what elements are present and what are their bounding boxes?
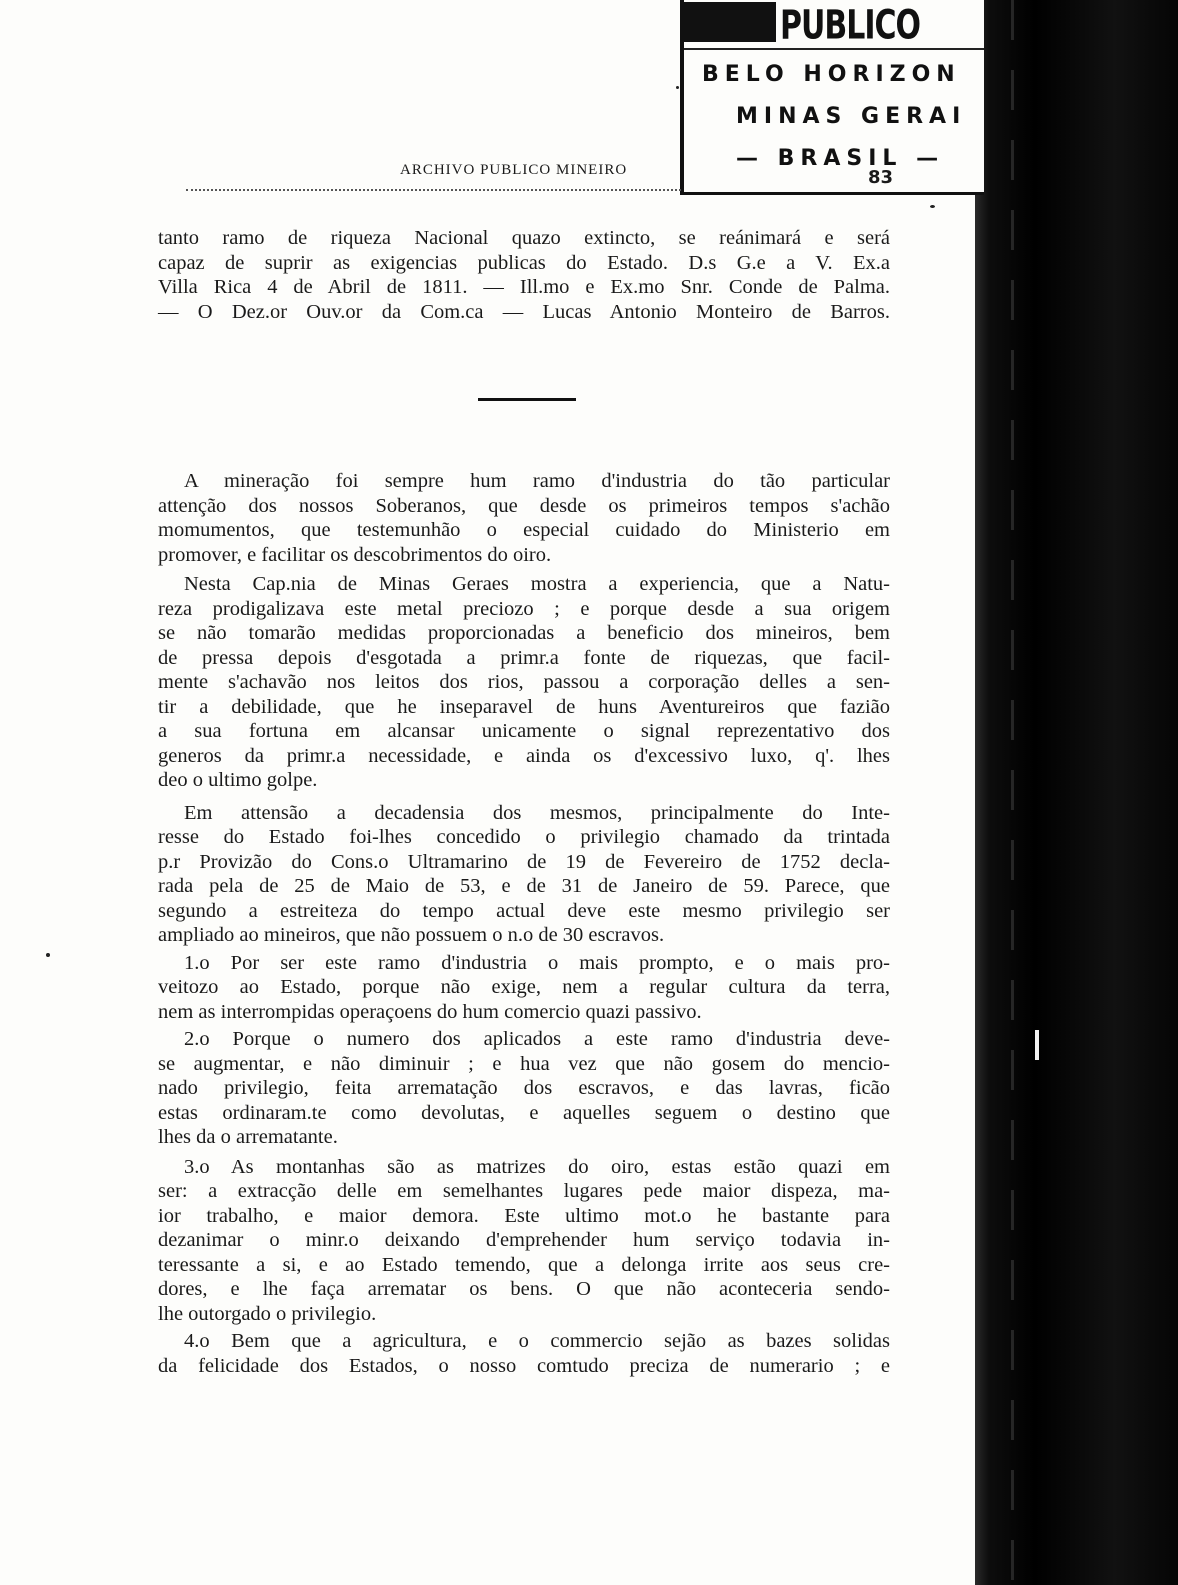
scan-edge-strip bbox=[975, 0, 1178, 1585]
text-line: veitozo ao Estado, porque não exige, nem a regular cultura da terra, bbox=[158, 976, 890, 998]
text-line: de pressa depois d'esgotada a primr.a fonte de riquezas, que facil- bbox=[158, 646, 890, 669]
text-line: attenção dos nossos Soberanos, que desde os primeiros tempos s'achão bbox=[158, 494, 890, 517]
text-line: nado privilegio, feita arrematação dos escravos, e das lavras, ficão bbox=[158, 1077, 890, 1099]
text-line: promover, e facilitar os descobrimentos do oiro. bbox=[158, 543, 552, 566]
stamp-top-band bbox=[684, 0, 984, 50]
text-line: rada pela de 25 de Maio de 53, e de 31 de Janeiro de 59. Parece, que bbox=[158, 875, 890, 897]
scan-speck bbox=[930, 205, 935, 208]
text-line: A mineração foi sempre hum ramo d'industria do tão particular bbox=[184, 470, 890, 492]
paragraph bbox=[158, 1027, 890, 1150]
text-line: Em attensão a decadensia dos mesmos, principalmente do Inte- bbox=[184, 801, 890, 824]
text-line: generos da primr.a necessidade, e ainda os d'excessivo luxo, q'. lhes bbox=[158, 744, 890, 767]
memorial-text bbox=[158, 469, 890, 1378]
text-line: dores, e lhe faça arrematar os bens. O que não aconteceria sendo- bbox=[158, 1278, 890, 1300]
paragraph bbox=[158, 1155, 890, 1327]
text-line: p.r Provizão do Cons.o Ultramarino de 19 de Fevereiro de 1752 decla- bbox=[158, 850, 890, 873]
paragraph bbox=[158, 801, 890, 948]
text-line: 1.o Por ser este ramo d'industria o mais prompto, e o mais pro- bbox=[184, 951, 890, 974]
text-line: reza prodigalizava este metal preciozo ; e porque desde a sua origem bbox=[158, 597, 890, 620]
running-head: ARCHIVO PUBLICO MINEIRO bbox=[400, 162, 628, 178]
stamp-line-city: BELO HORIZON bbox=[702, 62, 961, 87]
text-line: ampliado ao mineiros, que não possuem o n.o de 30 escravos. bbox=[158, 924, 665, 946]
paragraph bbox=[158, 1329, 890, 1378]
text-line: ser: a extracção delle em semelhantes lugares pede maior dispeza, ma- bbox=[158, 1180, 890, 1202]
text-line: dezanimar o minr.o deixando d'emprehender hum serviço todavia in- bbox=[158, 1229, 890, 1251]
text-line: Nesta Cap.nia de Minas Geraes mostra a experiencia, que a Natu- bbox=[184, 573, 890, 595]
section-divider bbox=[478, 398, 576, 401]
scan-speck bbox=[676, 86, 679, 89]
text-line: tir a debilidade, que he inseparavel de huns Aventureiros que fazião bbox=[158, 695, 890, 718]
paragraph bbox=[158, 469, 890, 567]
text-line: 4.o Bem que a agricultura, e o commercio sejão as bazes solidas bbox=[184, 1330, 890, 1352]
text-line: da felicidade dos Estados, o nosso comtudo preciza de numerario ; e bbox=[158, 1354, 890, 1377]
paragraph bbox=[158, 572, 890, 793]
text-line: lhes da o arrematante. bbox=[158, 1126, 338, 1148]
text-line: mente s'achavão nos leitos dos rios, passou a corporação delles a sen- bbox=[158, 671, 890, 693]
text-line: lhe outorgado o privilegio. bbox=[158, 1302, 377, 1325]
closing-paragraph bbox=[158, 226, 890, 324]
scan-speck bbox=[46, 953, 50, 957]
text-line: ior trabalho, e maior demora. Este ultimo mot.o he bastante para bbox=[158, 1204, 890, 1227]
text-line: 3.o As montanhas são as matrizes do oiro, estas estão quazi em bbox=[184, 1155, 890, 1178]
text-line: — O Dez.or Ouv.or da Com.ca — Lucas Antonio Monteiro de Barros. bbox=[158, 300, 890, 323]
text-line: momumentos, que testemunhão o especial cuidado do Ministerio em bbox=[158, 519, 890, 541]
text-line: se augmentar, e não diminuir ; e hua vez que não gosem do mencio- bbox=[158, 1052, 890, 1075]
text-line: nem as interrompidas operaçoens do hum comercio quazi passivo. bbox=[158, 1000, 702, 1023]
text-line: teressante a si, e ao Estado temendo, que a delonga irrite aos seus cre- bbox=[158, 1253, 890, 1276]
text-line: estas ordinaram.te como devolutas, e aquelles seguem o destino que bbox=[158, 1101, 890, 1124]
stamp-line-country: — BRASIL — bbox=[736, 146, 945, 171]
text-line: Villa Rica 4 de Abril de 1811. — Ill.mo e Ex.mo Snr. Conde de Palma. bbox=[158, 276, 890, 298]
text-line: capaz de suprir as exigencias publicas do Estado. D.s G.e a V. Ex.a bbox=[158, 251, 890, 274]
text-line: tanto ramo de riqueza Nacional quazo extincto, se reánimará e será bbox=[158, 227, 890, 249]
text-line: resse do Estado foi-lhes concedido o privilegio chamado da trintada bbox=[158, 826, 890, 848]
header-rule bbox=[186, 189, 681, 191]
paragraph bbox=[158, 951, 890, 1025]
text-line: a sua fortuna em alcansar unicamente o signal reprezentativo dos bbox=[158, 720, 890, 742]
text-line: se não tomarão medidas proporcionadas a beneficio dos mineiros, bem bbox=[158, 622, 890, 644]
text-line: 2.o Porque o numero dos aplicados a este ramo d'industria deve- bbox=[184, 1028, 890, 1050]
stamp-top-text: PUBLICO bbox=[780, 2, 921, 50]
text-line: deo o ultimo golpe. bbox=[158, 769, 318, 791]
page-number: 83 bbox=[868, 167, 894, 188]
stamp-line-state: MINAS GERAI bbox=[736, 104, 967, 129]
archive-stamp bbox=[680, 0, 984, 195]
text-line: segundo a estreiteza do tempo actual deve este mesmo privilegio ser bbox=[158, 899, 890, 922]
